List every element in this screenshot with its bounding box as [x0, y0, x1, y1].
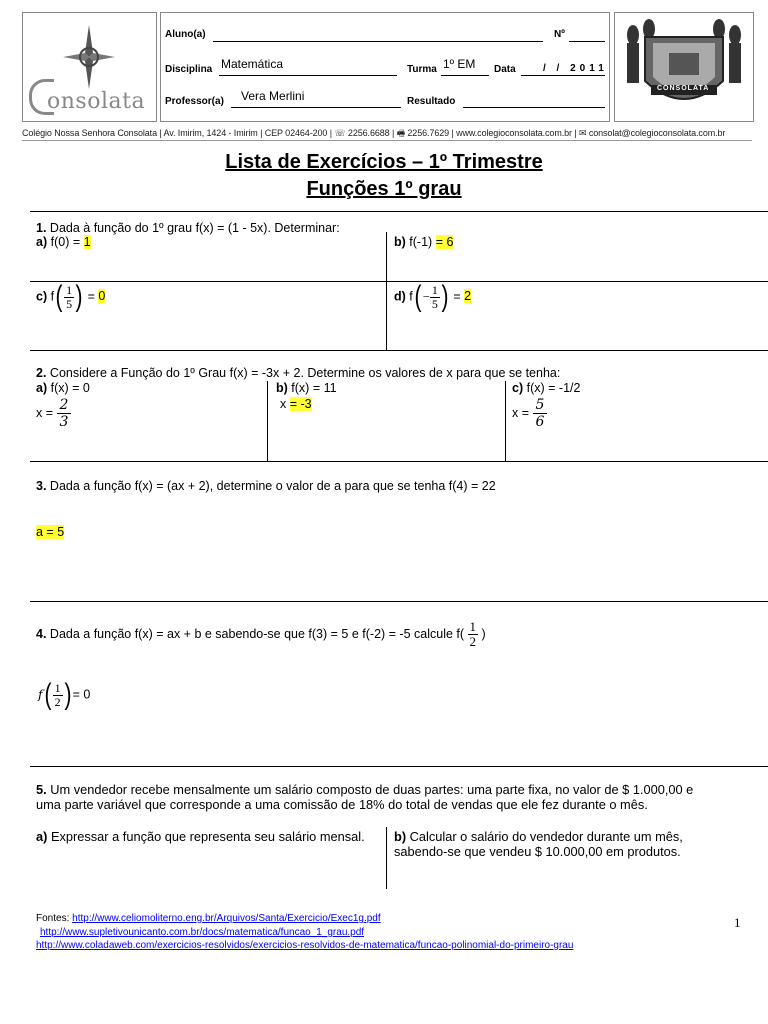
q1-item-d: d) f( − $\frac{1}{5}$ ) = 2	[394, 280, 472, 313]
q1-c-fraction: $\frac{1}{5}$	[66, 282, 73, 311]
professor-label: Professor(a)	[165, 96, 224, 107]
data-label: Data	[494, 64, 516, 75]
divider-q1	[30, 350, 768, 351]
q1-item-b: b) f(-1) = 6	[394, 235, 454, 249]
logo-c-mark	[29, 79, 54, 115]
q2-b-answer-value: = -3	[289, 397, 312, 411]
school-seal-box	[614, 12, 754, 122]
divider-top	[30, 211, 768, 212]
data-field[interactable]	[521, 75, 605, 76]
numero-label: Nº	[554, 29, 565, 40]
aluno-field[interactable]	[213, 41, 543, 42]
school-logo-box	[22, 12, 157, 122]
q1-d-answer: 2	[464, 289, 472, 304]
resultado-label: Resultado	[407, 96, 456, 107]
q2-column-divider-2	[505, 381, 506, 461]
data-value: / / 2011	[543, 63, 608, 74]
q2-a-answer: x = $\frac{2}{3}$	[36, 397, 71, 430]
q3-statement: 3. Dada a função f(x) = (ax + 2), determine o valor de a para que se tenha f(4) = 22	[36, 479, 496, 493]
q5-item-a: a) Expressar a função que representa seu salário mensal.	[36, 829, 365, 844]
resultado-field[interactable]	[463, 107, 605, 108]
q2-column-divider-1	[267, 381, 268, 461]
sources-line-1: Fontes: http://www.celiomoliterno.eng.br/Arquivos/Santa/Exercicio/Exec1g.pdf	[36, 913, 381, 924]
q1-c-answer: 0	[98, 289, 106, 304]
disciplina-value: Matemática	[221, 57, 284, 71]
turma-value: 1º EM	[443, 57, 476, 71]
school-seal-icon	[615, 13, 753, 121]
page-subtitle: Funções 1º grau	[306, 178, 462, 200]
q2-b-answer: x = -3	[280, 397, 312, 411]
q2-c-fraction: $\frac{5}{6}$	[533, 397, 548, 430]
aluno-label: Aluno(a)	[165, 29, 206, 40]
q3-answer: a = 5	[36, 525, 65, 539]
disciplina-field[interactable]	[219, 75, 397, 76]
q4-statement: 4. Dada a função f(x) = ax + b e sabendo-se que f(3) = 5 e f(-2) = -5 calcule f( $\frac{1}{2}$ )	[36, 619, 486, 649]
source-link-3[interactable]: http://www.coladaweb.com/exercicios-resolvidos/exercicios-resolvidos-de-matematica/funcao-polinomial-do-primeiro-grau	[36, 940, 574, 951]
q1-d-fraction: $\frac{1}{5}$	[431, 282, 438, 311]
turma-field[interactable]	[441, 75, 489, 76]
q2-c-answer: x = $\frac{5}{6}$	[512, 397, 547, 430]
q1-item-c: c) f( $\frac{1}{5}$ ) = 0	[36, 280, 106, 313]
source-link-2[interactable]: http://www.supletivounicanto.com.br/docs/matematica/funcao_1_grau.pdf	[40, 927, 365, 938]
disciplina-label: Disciplina	[165, 64, 213, 75]
q4-answer: f( $\frac{1}{2}$ ) = 0	[38, 678, 91, 711]
sources-line-2	[40, 927, 364, 938]
q5-item-b: b) Calcular o salário do vendedor durante um mês, sabendo-se que vendeu $ 10.000,00 em produtos.	[394, 829, 683, 859]
divider-q3	[30, 601, 768, 602]
divider-q4	[30, 766, 768, 767]
school-logo-text: onsolata	[47, 89, 146, 114]
q1-column-divider	[386, 232, 387, 350]
q1-item-a: a) f(0) = 1	[36, 235, 91, 249]
page-number: 1	[734, 915, 741, 930]
q2-item-c: c) f(x) = -1/2	[512, 381, 581, 395]
turma-label: Turma	[407, 64, 437, 75]
q4-fraction: $\frac{1}{2}$	[469, 619, 477, 649]
header-divider	[22, 140, 752, 141]
school-contact-line: Colégio Nossa Senhora Consolata | Av. Imirim, 1424 - Imirim | CEP 02464-200 | ☏ 2256.6688 | 🖷 2256.7629 | www.colegioconsolata.com.br | ✉ consolat@colegioconsolata.com.br	[22, 128, 726, 138]
q2-statement: 2. Considere a Função do 1º Grau f(x) = -3x + 2. Determine os valores de x para que se tenha:	[36, 366, 561, 380]
q2-item-a: a) f(x) = 0	[36, 381, 90, 395]
page-title: Lista de Exercícios – 1º Trimestre	[225, 151, 543, 173]
q5-column-divider	[386, 827, 387, 889]
q4-answer-fraction: $\frac{1}{2}$	[54, 680, 61, 709]
seal-text: CONSOLATA	[657, 85, 710, 92]
sources-line-3	[36, 940, 573, 951]
student-info-form	[160, 12, 610, 122]
professor-value: Vera Merlini	[241, 89, 305, 103]
divider-q2	[30, 461, 768, 462]
q1-b-answer: = 6	[435, 235, 454, 249]
source-link-1[interactable]: http://www.celiomoliterno.eng.br/Arquivos/Santa/Exercicio/Exec1g.pdf	[72, 913, 381, 924]
q1-a-answer: 1	[83, 235, 91, 249]
professor-field[interactable]	[231, 107, 401, 108]
q2-a-fraction: $\frac{2}{3}$	[57, 397, 72, 430]
q1-statement: 1. Dada à função do 1º grau f(x) = (1 - 5x). Determinar:	[36, 221, 340, 235]
q5-statement: 5. Um vendedor recebe mensalmente um salário composto de duas partes: uma parte fixa, no valor de $ 1.000,00 e uma parte variável que corresponde a uma comissão de 18% do total de vendas que ele fez durante o mês.	[36, 782, 694, 812]
q2-item-b: b) f(x) = 11	[276, 381, 337, 395]
numero-field[interactable]	[569, 41, 605, 42]
